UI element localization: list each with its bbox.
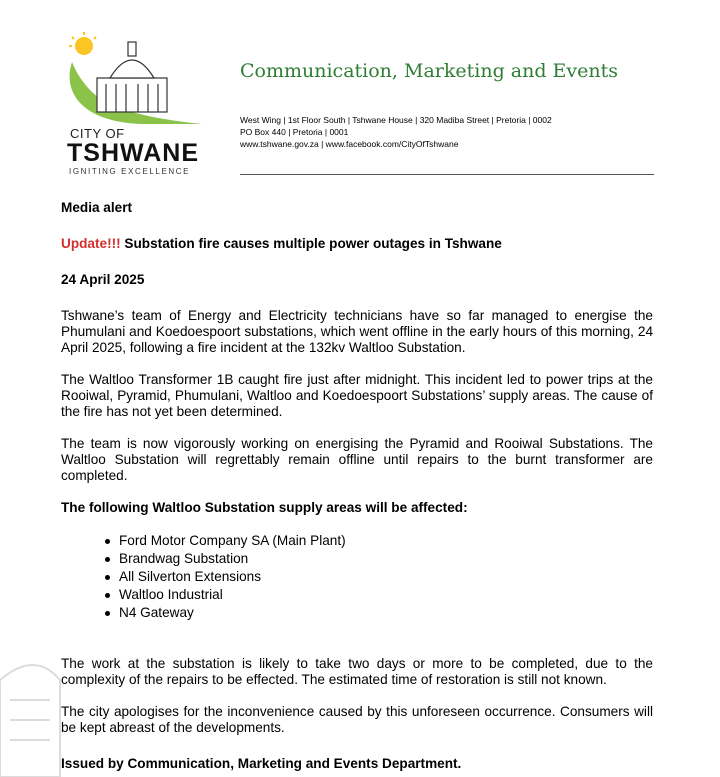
paragraph-3: The team is now vigorously working on energising the Pyramid and Rooiwal Substations. The Waltloo Substation will regrettably remain offline until repairs to the burnt transformer are completed. [61, 436, 653, 483]
paragraph-1: Tshwane’s team of Energy and Electricity technicians have so far managed to energise the Phumulani and Koedoespoort substations, which went offline in the early hours of this morning, 24 April 2025, following a fire incident at the 132kv Waltloo Substation. [61, 308, 653, 355]
affected-areas-heading: The following Waltloo Substation supply areas will be affected: [61, 500, 468, 515]
list-item: Waltloo Industrial [119, 586, 653, 604]
department-title: Communication, Marketing and Events [240, 60, 619, 82]
logo-name-text: TSHWANE [67, 139, 199, 167]
headline-text: Substation fire causes multiple power outages in Tshwane [120, 236, 502, 251]
issued-by: Issued by Communication, Marketing and Events Department. [61, 756, 462, 771]
address-line-3: www.tshwane.gov.za | www.facebook.com/CityOfTshwane [240, 139, 459, 149]
alert-headline [61, 236, 653, 252]
list-item: Brandwag Substation [119, 550, 653, 568]
list-item: All Silverton Extensions [119, 568, 653, 586]
address-block [240, 114, 552, 150]
address-line-2: PO Box 440 | Pretoria | 0001 [240, 127, 349, 137]
paragraph-2: The Waltloo Transformer 1B caught fire just after midnight. This incident led to power trips at the Rooiwal, Pyramid, Phumulani, Waltloo and Koedoespoort Substations’ supply areas. The cause of the fire has not yet been determined. [61, 372, 653, 419]
logo-city-text: CITY OF [70, 126, 125, 141]
affected-areas-list [61, 532, 653, 622]
paragraph-4: The work at the substation is likely to take two days or more to be completed, due to the complexity of the repairs to be effected. The estimated time of restoration is still not known. [61, 656, 653, 687]
alert-type: Media alert [61, 200, 133, 215]
paragraph-5: The city apologises for the inconvenience caused by this unforeseen occurrence. Consumers will be kept abreast of the developments. [61, 704, 653, 735]
header-divider [240, 174, 654, 175]
logo-tagline: IGNITING EXCELLENCE [69, 167, 191, 176]
list-item: N4 Gateway [119, 604, 653, 622]
logo-emblem-icon [52, 32, 202, 132]
update-prefix: Update!!! [61, 236, 121, 251]
alert-content [61, 200, 653, 772]
building-watermark-icon [0, 640, 70, 777]
alert-date: 24 April 2025 [61, 272, 145, 287]
list-item: Ford Motor Company SA (Main Plant) [119, 532, 653, 550]
address-line-1: West Wing | 1st Floor South | Tshwane House | 320 Madiba Street | Pretoria | 0002 [240, 115, 552, 125]
